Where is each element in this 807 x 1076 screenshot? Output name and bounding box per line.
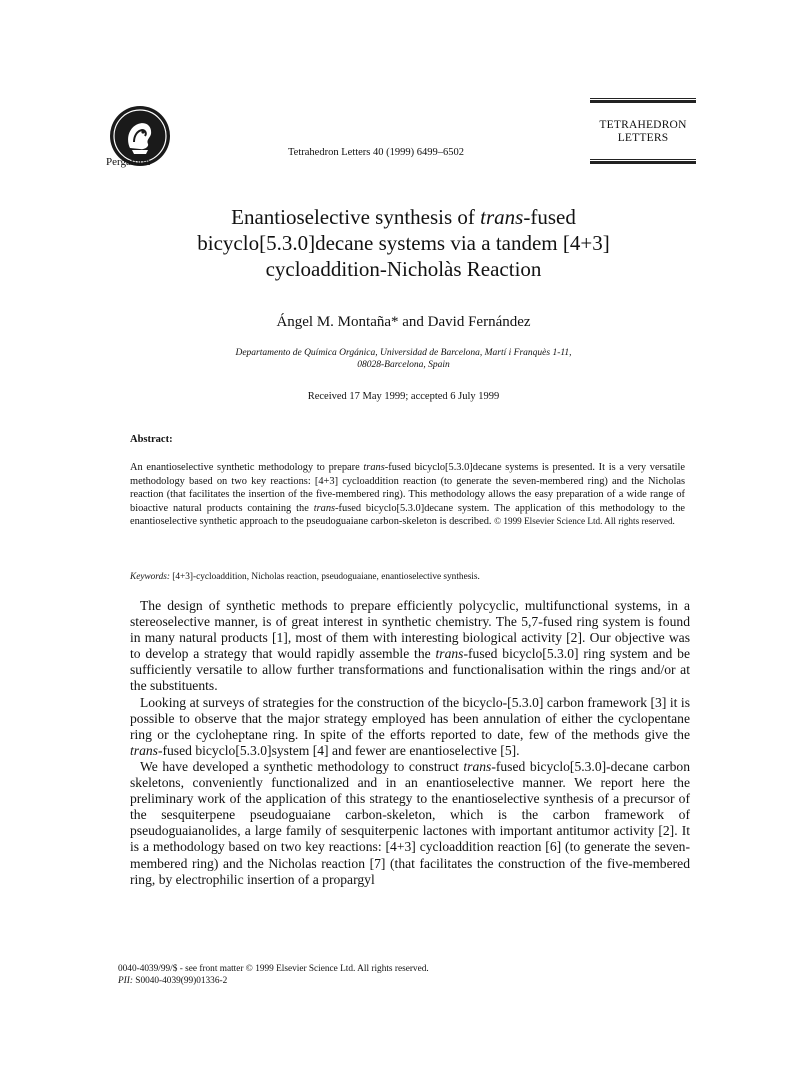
body-italic: trans xyxy=(435,646,464,662)
body-text: -fused bicyclo[5.3.0]-decane carbon skeletons, conveniently functionalized and in an enantioselective manner. We report here the preliminary work of the application of this strategy to the enantioselective synthesis of a precursor of the sesquiterpene pseudoguaiane carbon-skeleton, which is the carbon framework of pseudoguaianolides, a large family of sesquiterpenic lactones with important antitumor activity [2]. It is a methodology based on two key reactions: [4+3] cycloaddition reaction [6] (to generate the seven-membered ring) and the Nicholas reaction [7] (that facilitates the construction of the five-membered ring, by electrophilic insertion of a propargyl xyxy=(130,758,690,887)
masthead-rule xyxy=(590,100,696,103)
affiliation-line: Departamento de Química Orgánica, Universidad de Barcelona, Martí i Franquès 1-11, xyxy=(235,348,572,358)
body-text: Looking at surveys of strategies for the construction of the bicyclo-[5.3.0] carbon framework [3] it is possible to observe that the major strategy employed has been annulation of either the cyclopentane ring or the cycloheptane ring. In spite of the efforts reported to date, few of the methods give the xyxy=(130,694,690,742)
affiliation-line: 08028-Barcelona, Spain xyxy=(357,360,450,370)
keywords-text: [4+3]-cycloaddition, Nicholas reaction, pseudoguaiane, enantioselective synthesis. xyxy=(169,572,480,582)
abstract-copyright: © 1999 Elsevier Science Ltd. All rights reserved. xyxy=(494,516,675,526)
journal-name xyxy=(590,119,696,145)
page-footer xyxy=(118,963,429,987)
abstract-body xyxy=(130,461,685,529)
abstract-heading: Abstract: xyxy=(130,434,173,445)
abstract-text: -fused bicyclo[5.3.0]decane system. The application of this methodology to the enantioselective synthetic approach to the pseudoguaiane carbon-skeleton is described. xyxy=(130,502,685,527)
journal-name-line: TETRAHEDRON xyxy=(599,119,687,131)
journal-name-line: LETTERS xyxy=(617,132,669,144)
footer-pii xyxy=(118,975,429,987)
title-text: Enantioselective synthesis of xyxy=(231,205,481,229)
article-body xyxy=(130,598,690,888)
body-text: The design of synthetic methods to prepare efficiently polycyclic, multifunctional systems, in a stereoselective manner, is of great interest in synthetic chemistry. The 5,7-fused ring system is found in many natural products [1], most of them with interesting biological activity [2]. Our objective was to develop a strategy that would rapidly assemble the xyxy=(130,598,690,662)
pii-label: PII: xyxy=(118,976,133,986)
affiliation xyxy=(100,347,707,371)
authors: Ángel M. Montaña* and David Fernández xyxy=(276,314,531,330)
received-dates: Received 17 May 1999; accepted 6 July 1999 xyxy=(307,391,500,402)
title-text: -fused xyxy=(523,205,576,229)
journal-masthead xyxy=(590,98,696,164)
abstract-italic: trans xyxy=(363,462,385,473)
masthead-rule xyxy=(590,161,696,164)
body-text: -fused bicyclo[5.3.0] ring system and be sufficiently versatile to allow further transformations and functionalisation within the rings and/or at the substituents. xyxy=(130,646,690,694)
abstract-text: An enantioselective synthetic methodology to prepare xyxy=(130,462,364,473)
journal-reference: Tetrahedron Letters 40 (1999) 6499–6502 xyxy=(288,147,464,158)
article-title xyxy=(100,204,707,282)
masthead-rule xyxy=(590,159,696,160)
keywords-label: Keywords: xyxy=(130,572,170,582)
title-italic: trans xyxy=(480,205,524,229)
title-line: cycloaddition-Nicholàs Reaction xyxy=(265,257,542,281)
body-text: We have developed a synthetic methodology to construct xyxy=(140,758,464,774)
body-paragraph xyxy=(130,598,690,695)
footer-copyright: 0040-4039/99/$ - see front matter © 1999 Elsevier Science Ltd. All rights reserved. xyxy=(118,964,429,974)
abstract-text: -fused bicyclo[5.3.0]decane systems is presented. It is a very versatile methodology based on two key reactions: [4+3] cycloaddition reaction (to generate the seven-membered ring) and the Nicholas reaction (that facilitates the insertion of the five-membered ring). This methodology allows the easy preparation of a wide range of bioactive natural products containing the xyxy=(130,462,685,514)
body-italic: trans xyxy=(463,758,492,774)
publisher-name: Pergamon xyxy=(106,156,151,168)
keywords xyxy=(130,572,690,582)
body-italic: trans xyxy=(130,742,158,758)
body-paragraph xyxy=(130,759,690,888)
abstract-italic: trans xyxy=(313,502,336,514)
pii-value: S0040-4039(99)01336-2 xyxy=(132,976,228,986)
title-line: bicyclo[5.3.0]decane systems via a tandem [4+3] xyxy=(197,231,610,255)
masthead-rule xyxy=(590,98,696,99)
body-text: -fused bicyclo[5.3.0]system [4] and fewer are enantioselective [5]. xyxy=(157,742,520,758)
body-paragraph xyxy=(130,695,690,759)
